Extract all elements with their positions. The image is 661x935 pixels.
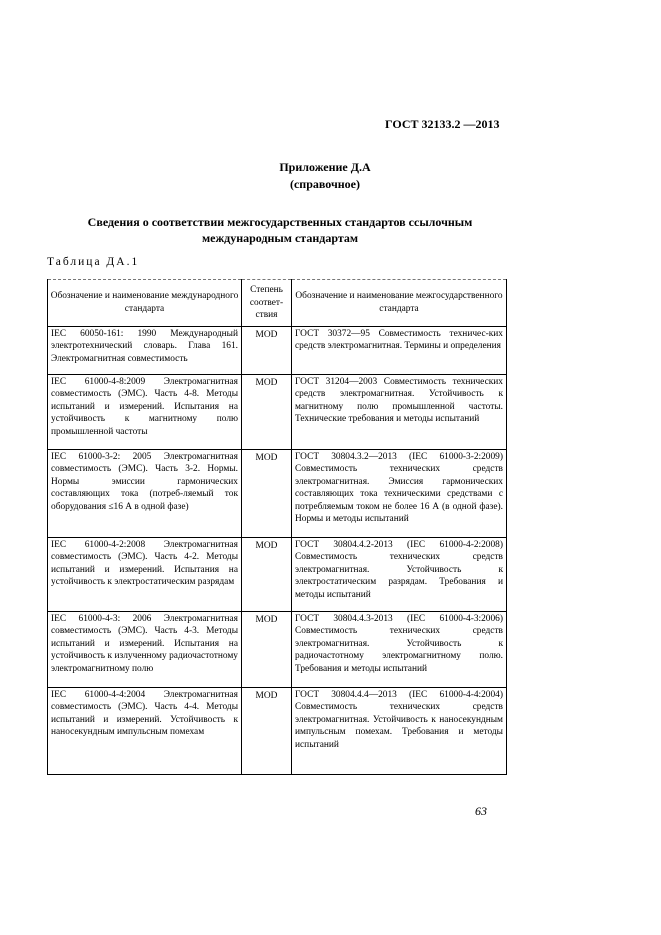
cell-intl-standard: IEC 61000-4-2:2008 Электромагнитная совместимость (ЭМС). Часть 4-2. Методы испытаний и измерений. Испытания на устойчивость к электростатическим разрядам <box>48 537 242 611</box>
cell-gost-standard: ГОСТ 30804.4.4—2013 (IEC 61000-4-4:2004) Совместимость технических средств электромагнитная. Устойчивость к наносекундным импульсным помехам. Требования и методы испытаний <box>292 687 507 774</box>
table-caption: Таблица ДА.1 <box>47 256 140 268</box>
cell-degree: MOD <box>242 537 292 611</box>
table-row <box>48 611 507 687</box>
cell-gost-standard: ГОСТ 31204—2003 Совместимость технических средств электромагнитная. Устойчивость к магнитному полю промышленной частоты. Технические требования и методы испытаний <box>292 374 507 449</box>
header-gost-standard: Обозначение и наименование межгосударственного стандарта <box>292 280 507 327</box>
correspondence-table <box>47 279 507 775</box>
table-row <box>48 374 507 449</box>
table-row <box>48 449 507 537</box>
cell-degree: MOD <box>242 374 292 449</box>
cell-degree: MOD <box>242 687 292 774</box>
cell-intl-standard: IEC 61000-3-2: 2005 Электромагнитная совместимость (ЭМС). Часть 3-2. Нормы. Нормы эмиссии гармонических составляющих тока (потреб-ляемый ток оборудования ≤16 А в одной фазе) <box>48 449 242 537</box>
page-number: 63 <box>475 804 487 818</box>
appendix-subtitle: (справочное) <box>289 177 360 191</box>
appendix-title: Приложение Д.А <box>279 160 371 174</box>
cell-intl-standard: IEC 60050-161: 1990 Международный электротехнический словарь. Глава 161. Электромагнитная совместимость <box>48 326 242 374</box>
cell-degree: MOD <box>242 611 292 687</box>
appendix-heading <box>0 159 661 193</box>
table-row <box>48 326 507 374</box>
cell-degree: MOD <box>242 449 292 537</box>
table-row <box>48 687 507 774</box>
cell-gost-standard: ГОСТ 30372—95 Совместимость техничес-ких средств электромагнитная. Термины и определения <box>292 326 507 374</box>
cell-gost-standard: ГОСТ 30804.4.2-2013 (IEC 61000-4-2:2008) Совместимость технических средств электромагнитная. Устойчивость к электростатическим разрядам. Требования и методы испытаний <box>292 537 507 611</box>
section-title-line1: Сведения о соответствии межгосударственных стандартов ссылочным <box>87 215 473 229</box>
cell-degree: MOD <box>242 326 292 374</box>
table-row <box>48 537 507 611</box>
section-title <box>60 214 500 246</box>
cell-intl-standard: IEC 61000-4-8:2009 Электромагнитная совместимость (ЭМС). Часть 4-8. Методы испытаний и измерений. Испытания на устойчивость к магнитному полю промышленной частоты <box>48 374 242 449</box>
cell-intl-standard: IEC 61000-4-3: 2006 Электромагнитная совместимость (ЭМС). Часть 4-3. Методы испытаний и измерений. Испытания на устойчивость к излученному радиочастотному электромагнитному полю <box>48 611 242 687</box>
header-degree: Степень соответ-ствия <box>242 280 292 327</box>
cell-gost-standard: ГОСТ 30804.4.3-2013 (IEC 61000-4-3:2006) Совместимость технических средств электромагнитная. Устойчивость к радиочастотному электромагнитному полю. Требования и методы испытаний <box>292 611 507 687</box>
table-header-row <box>48 280 507 327</box>
section-title-line2: международным стандартам <box>201 231 359 245</box>
standard-number: ГОСТ 32133.2 —2013 <box>385 117 500 131</box>
cell-intl-standard: IEC 61000-4-4:2004 Электромагнитная совместимость (ЭМС). Часть 4-4. Методы испытаний и измерений. Устойчивость к наносекундным импульсным помехам <box>48 687 242 774</box>
cell-gost-standard: ГОСТ 30804.3.2—2013 (IEC 61000-3-2:2009) Совместимость технических средств электромагнитная. Эмиссия гармонических составляющих тока техническими средствами с потребляемым током не более 16 А (в одной фазе). Нормы и методы испытаний <box>292 449 507 537</box>
header-intl-standard: Обозначение и наименование международного стандарта <box>48 280 242 327</box>
